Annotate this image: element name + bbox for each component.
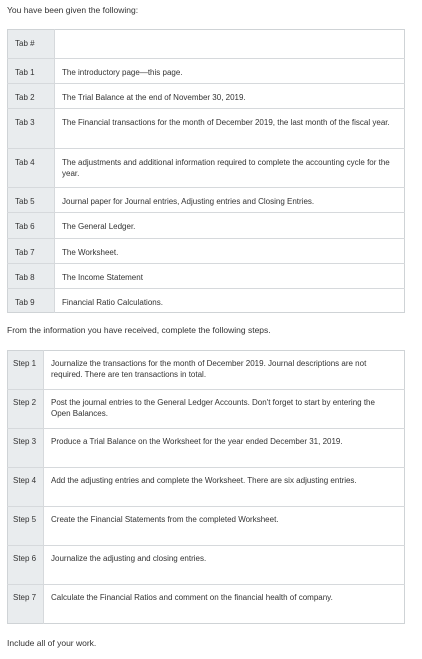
tab-header-label: Tab # (8, 30, 55, 59)
tab-header-desc (55, 30, 405, 59)
step-description: Calculate the Financial Ratios and comment on the financial health of company. (44, 585, 405, 624)
table-row (8, 585, 405, 624)
table-row (8, 149, 405, 188)
tab-description: The adjustments and additional information required to complete the accounting cycle for the year. (55, 149, 405, 188)
outro-text: Include all of your work. (7, 638, 97, 648)
table-row (8, 468, 405, 507)
step-label: Step 7 (8, 585, 44, 624)
tab-label: Tab 3 (8, 109, 55, 149)
table-row (8, 84, 405, 109)
tab-description: Financial Ratio Calculations. (55, 289, 405, 313)
table-header-row (8, 30, 405, 59)
tab-description: The introductory page—this page. (55, 59, 405, 84)
tab-label: Tab 1 (8, 59, 55, 84)
intro-text: You have been given the following: (7, 5, 139, 15)
step-description: Add the adjusting entries and complete the Worksheet. There are six adjusting entries. (44, 468, 405, 507)
tab-description: Journal paper for Journal entries, Adjusting entries and Closing Entries. (55, 188, 405, 213)
step-label: Step 4 (8, 468, 44, 507)
tab-description: The Financial transactions for the month of December 2019, the last month of the fiscal year. (55, 109, 405, 149)
tab-description: The Income Statement (55, 264, 405, 289)
step-description: Journalize the adjusting and closing entries. (44, 546, 405, 585)
tab-description: The Worksheet. (55, 239, 405, 264)
tab-description: The General Ledger. (55, 213, 405, 239)
tab-label: Tab 4 (8, 149, 55, 188)
table-row (8, 429, 405, 468)
tab-label: Tab 9 (8, 289, 55, 313)
steps-table (7, 350, 405, 624)
step-label: Step 2 (8, 390, 44, 429)
step-description: Post the journal entries to the General Ledger Accounts. Don't forget to start by entering the Open Balances. (44, 390, 405, 429)
table-row (8, 507, 405, 546)
step-description: Create the Financial Statements from the completed Worksheet. (44, 507, 405, 546)
table-row (8, 188, 405, 213)
step-label: Step 5 (8, 507, 44, 546)
step-label: Step 3 (8, 429, 44, 468)
table-row (8, 213, 405, 239)
step-description: Produce a Trial Balance on the Worksheet for the year ended December 31, 2019. (44, 429, 405, 468)
step-label: Step 6 (8, 546, 44, 585)
table-row (8, 109, 405, 149)
tab-label: Tab 7 (8, 239, 55, 264)
table-row (8, 546, 405, 585)
tab-label: Tab 5 (8, 188, 55, 213)
table-row (8, 264, 405, 289)
tab-label: Tab 8 (8, 264, 55, 289)
table-row (8, 390, 405, 429)
step-label: Step 1 (8, 351, 44, 390)
steps-intro-text: From the information you have received, complete the following steps. (7, 325, 271, 335)
table-row (8, 59, 405, 84)
table-row (8, 351, 405, 390)
step-description: Journalize the transactions for the month of December 2019. Journal descriptions are not required. There are ten transactions in total. (44, 351, 405, 390)
tab-description: The Trial Balance at the end of November 30, 2019. (55, 84, 405, 109)
tabs-table (7, 29, 405, 313)
tab-label: Tab 2 (8, 84, 55, 109)
table-row (8, 289, 405, 313)
table-row (8, 239, 405, 264)
tab-label: Tab 6 (8, 213, 55, 239)
